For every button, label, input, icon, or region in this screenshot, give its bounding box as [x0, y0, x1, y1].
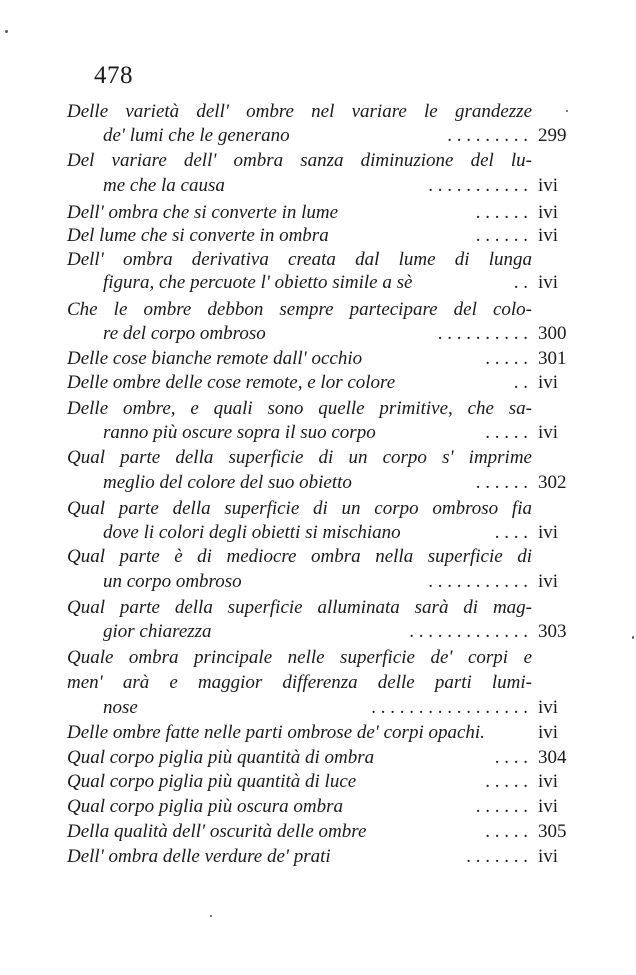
toc-entry-line: [0, 696, 636, 720]
toc-dot-leader: . . . . . . .: [466, 846, 528, 867]
toc-page-ref: ivi: [538, 796, 559, 817]
toc-entry-text: ranno più oscure sopra il suo corpo: [103, 422, 376, 443]
toc-entry-line: [0, 298, 636, 322]
toc-entry-line: [0, 421, 636, 445]
toc-entry-line: [0, 201, 636, 225]
toc-entry-text: dove li colori degli obietti si mischiano: [103, 522, 401, 543]
toc-entry-text: Dell' ombra derivativa creata dal lume di lunga: [67, 249, 532, 270]
toc-entry-text: Qual corpo piglia più oscura ombra: [67, 796, 344, 817]
toc-page-ref: ivi: [538, 422, 559, 443]
toc-page-ref: 301: [538, 348, 567, 369]
toc-entry-text: Qual corpo piglia più quantità di ombra: [67, 747, 375, 768]
toc-page-ref: 299: [538, 125, 567, 146]
toc-entry-text: Della qualità dell' oscurità delle ombre: [67, 821, 367, 842]
toc-page-ref: ivi: [538, 372, 559, 393]
toc-entry-line: [0, 795, 636, 819]
toc-entry-text: re del corpo ombroso: [103, 323, 266, 344]
toc-entry-text: Delle cose bianche remote dall' occhio: [67, 348, 363, 369]
toc-entry-text: Che le ombre debbon sempre partecipare del colo-: [67, 299, 532, 320]
toc-dot-leader: . . . .: [494, 747, 528, 768]
toc-entry-text: Del lume che si converte in ombra: [67, 225, 329, 246]
toc-dot-leader: . .: [513, 372, 528, 393]
toc-page-ref: ivi: [538, 697, 559, 718]
toc-entry-line: [0, 721, 636, 745]
toc-entry-line: [0, 100, 636, 124]
toc-entry-text: de' lumi che le generano: [103, 125, 290, 146]
page-number: 478: [94, 62, 133, 89]
toc-dot-leader: . . . . . . . . . . . . .: [409, 621, 528, 642]
toc-entry-line: [0, 820, 636, 844]
toc-entry-text: Delle ombre fatte nelle parti ombrose de' corpi opachi.: [67, 722, 485, 743]
toc-page-ref: 305: [538, 821, 567, 842]
toc-page-ref: ivi: [538, 522, 559, 543]
toc-page-ref: ivi: [538, 272, 559, 293]
toc-entry-text: Delle ombre, e quali sono quelle primitive, che sa-: [67, 398, 532, 419]
toc-page-ref: ivi: [538, 175, 559, 196]
toc-entry-text: figura, che percuote l' obietto simile a sè: [103, 272, 413, 293]
toc-entry-line: [0, 471, 636, 495]
toc-dot-leader: . . . . .: [485, 348, 528, 369]
toc-page-ref: 300: [538, 323, 567, 344]
toc-entry-line: [0, 596, 636, 620]
toc-dot-leader: . . . . . . . . . . . . . . . . .: [371, 697, 528, 718]
toc-entry-line: [0, 322, 636, 346]
toc-entry-text: Del variare dell' ombra sanza diminuzione del lu-: [67, 150, 532, 171]
toc-dot-leader: . . . . . . . . . . .: [428, 175, 528, 196]
toc-dot-leader: . . . . . .: [475, 202, 528, 223]
toc-dot-leader: . . . . . . . . . .: [437, 323, 528, 344]
toc-entry-text: nose: [103, 697, 138, 718]
toc-entry-line: [0, 446, 636, 470]
toc-entry-line: [0, 224, 636, 248]
toc-page-ref: 303: [538, 621, 567, 642]
toc-dot-leader: . . . . . .: [475, 225, 528, 246]
toc-page-ref: ivi: [538, 225, 559, 246]
toc-entry-text: Quale ombra principale nelle superficie de' corpi e: [67, 647, 532, 668]
toc-entry-line: [0, 620, 636, 644]
toc-entry-line: [0, 497, 636, 521]
toc-entry-line: [0, 521, 636, 545]
toc-entry-text: gior chiarezza: [103, 621, 212, 642]
toc-entry-text: un corpo ombroso: [103, 571, 242, 592]
toc-entry-line: [0, 545, 636, 569]
toc-entry-text: Qual parte della superficie di un corpo ombroso fia: [67, 498, 532, 519]
toc-dot-leader: . . . . . .: [475, 796, 528, 817]
toc-entry-text: meglio del colore del suo obietto: [103, 472, 352, 493]
toc-entry-line: [0, 149, 636, 173]
toc-dot-leader: . . . . .: [485, 422, 528, 443]
toc-entry-text: Delle ombre delle cose remote, e lor colore: [67, 372, 396, 393]
toc-entry-line: [0, 845, 636, 869]
toc-entry-line: [0, 124, 636, 148]
toc-entry-line: [0, 397, 636, 421]
toc-dot-leader: . . . . . .: [475, 472, 528, 493]
toc-page-ref: ivi: [538, 722, 559, 743]
toc-entry-line: [0, 248, 636, 272]
toc-entry-text: Dell' ombra delle verdure de' prati: [67, 846, 331, 867]
toc-entry-text: Qual parte della superficie alluminata sarà di mag-: [67, 597, 532, 618]
toc-page-ref: ivi: [538, 202, 559, 223]
toc-entry-line: [0, 271, 636, 295]
toc-dot-leader: . . . .: [494, 522, 528, 543]
toc-entry-line: [0, 347, 636, 371]
toc-entry-text: Qual corpo piglia più quantità di luce: [67, 771, 357, 792]
toc-page-ref: 302: [538, 472, 567, 493]
toc-page-ref: 304: [538, 747, 567, 768]
toc-entry-line: [0, 371, 636, 395]
toc-entry-line: [0, 570, 636, 594]
toc-entry-line: [0, 770, 636, 794]
toc-entry-text: Qual parte della superficie di un corpo s' imprime: [67, 447, 532, 468]
print-speck: [5, 30, 8, 33]
toc-entry-line: [0, 646, 636, 670]
toc-dot-leader: . . . . .: [485, 771, 528, 792]
toc-entry-line: [0, 746, 636, 770]
toc-entry-line: [0, 174, 636, 198]
print-speck: [566, 110, 568, 112]
toc-page-ref: ivi: [538, 571, 559, 592]
toc-entry-text: Dell' ombra che si converte in lume: [67, 202, 339, 223]
toc-dot-leader: . . . . .: [485, 821, 528, 842]
toc-entry-line: [0, 671, 636, 695]
toc-entry-text: men' arà e maggior differenza delle parti lumi-: [67, 672, 532, 693]
toc-dot-leader: . . . . . . . . .: [447, 125, 528, 146]
toc-page-ref: ivi: [538, 771, 559, 792]
print-speck: [210, 915, 212, 917]
toc-entry-text: Delle varietà dell' ombre nel variare le grandezze: [67, 101, 532, 122]
toc-page-ref: ivi: [538, 846, 559, 867]
toc-entry-text: Qual parte è di mediocre ombra nella superficie di: [67, 546, 532, 567]
toc-entry-text: me che la causa: [103, 175, 225, 196]
toc-dot-leader: . . . . . . . . . . .: [428, 571, 528, 592]
print-speck: [632, 636, 634, 639]
toc-dot-leader: . .: [513, 272, 528, 293]
